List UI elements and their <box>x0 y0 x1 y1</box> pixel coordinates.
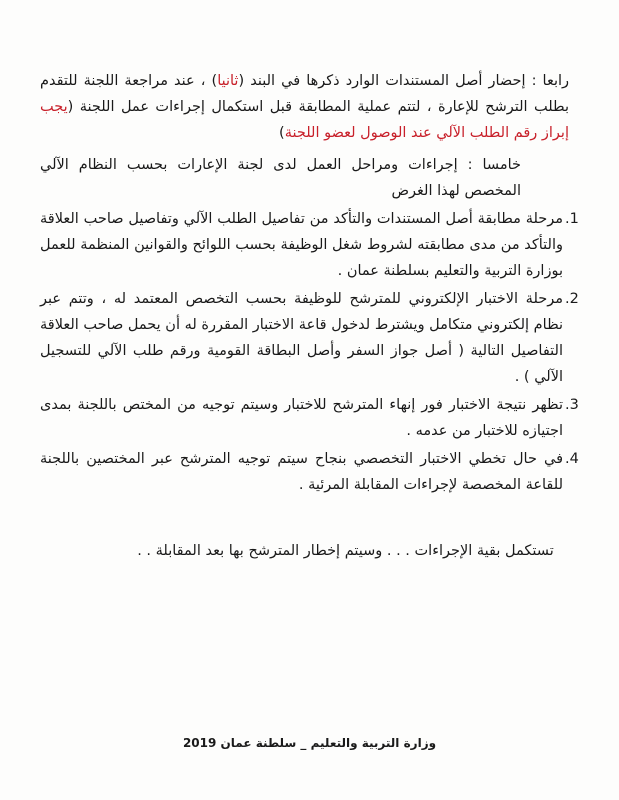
list-item <box>40 446 591 498</box>
fourth-note: يجب إبراز رقم الطلب الآلي عند الوصول لعضو اللجنة <box>40 99 569 141</box>
fourth-close: ) <box>279 125 285 141</box>
fourth-mid: ) ، عند مراجعة اللجنة للتقدم بطلب الترشح للإعارة ، لتتم عملية المطابقة قبل استكمال إجراءات عمل اللجنة ( <box>40 73 569 115</box>
closing-note: تستكمل بقية الإجراءات . . . وسيتم إخطار المترشح بها بعد المقابلة . . <box>137 543 554 559</box>
procedure-list <box>40 206 591 498</box>
list-item <box>40 286 591 390</box>
footer-ministry: وزارة التربية والتعليم _ سلطنة عمان 2019 <box>182 736 437 750</box>
item-text: مرحلة الاختبار الإلكتروني للمترشح للوظيفة بحسب التخصص المعتمد له ، وتتم عبر نظام إلكتروني متكامل ويشترط لدخول قاعة الاختبار المقررة له أن يحمل صاحب العلاقة التفاصيل التالية ( أصل جواز السفر وأصل البطاقة القومية ورقم طلب الآلي للتسجيل الآلي ) . <box>39 291 563 385</box>
item-text: تظهر نتيجة الاختبار فور إنهاء المترشح للاختبار وسيتم توجيه من المختص باللجنة بمدى اجتيازه للاختبار من عدمه . <box>40 397 563 439</box>
item-text: مرحلة مطابقة أصل المستندات والتأكد من تفاصيل الطلب الآلي وتفاصيل صاحب العلاقة والتأكد من مدى مطابقته لشروط شغل الوظيفة بحسب اللوائح والقوانين المنظمة للعمل بوزارة التربية والتعليم بسلطنة عمان . <box>40 211 563 279</box>
paragraph-fourth <box>40 68 569 146</box>
item-number: 3. <box>565 397 579 413</box>
list-item <box>40 392 591 444</box>
item-text: في حال تخطي الاختبار التخصصي بنجاح سيتم توجيه المترشح عبر المختصين باللجنة للقاعة المخصصة لإجراءات المقابلة المرئية . <box>40 451 563 493</box>
paragraph-fifth-heading: خامسا : إجراءات ومراحل العمل لدى لجنة الإعارات بحسب النظام الآلي المخصص لهذا الغرض <box>40 157 521 199</box>
item-number: 4. <box>565 451 579 467</box>
item-number: 2. <box>565 291 579 307</box>
list-item <box>40 206 591 284</box>
fourth-thani: ثانيا <box>217 73 239 89</box>
fourth-intro: رابعا : إحضار أصل المستندات الوارد ذكرها في البند ( <box>238 73 570 89</box>
item-number: 1. <box>565 211 579 227</box>
document-body <box>40 68 591 564</box>
